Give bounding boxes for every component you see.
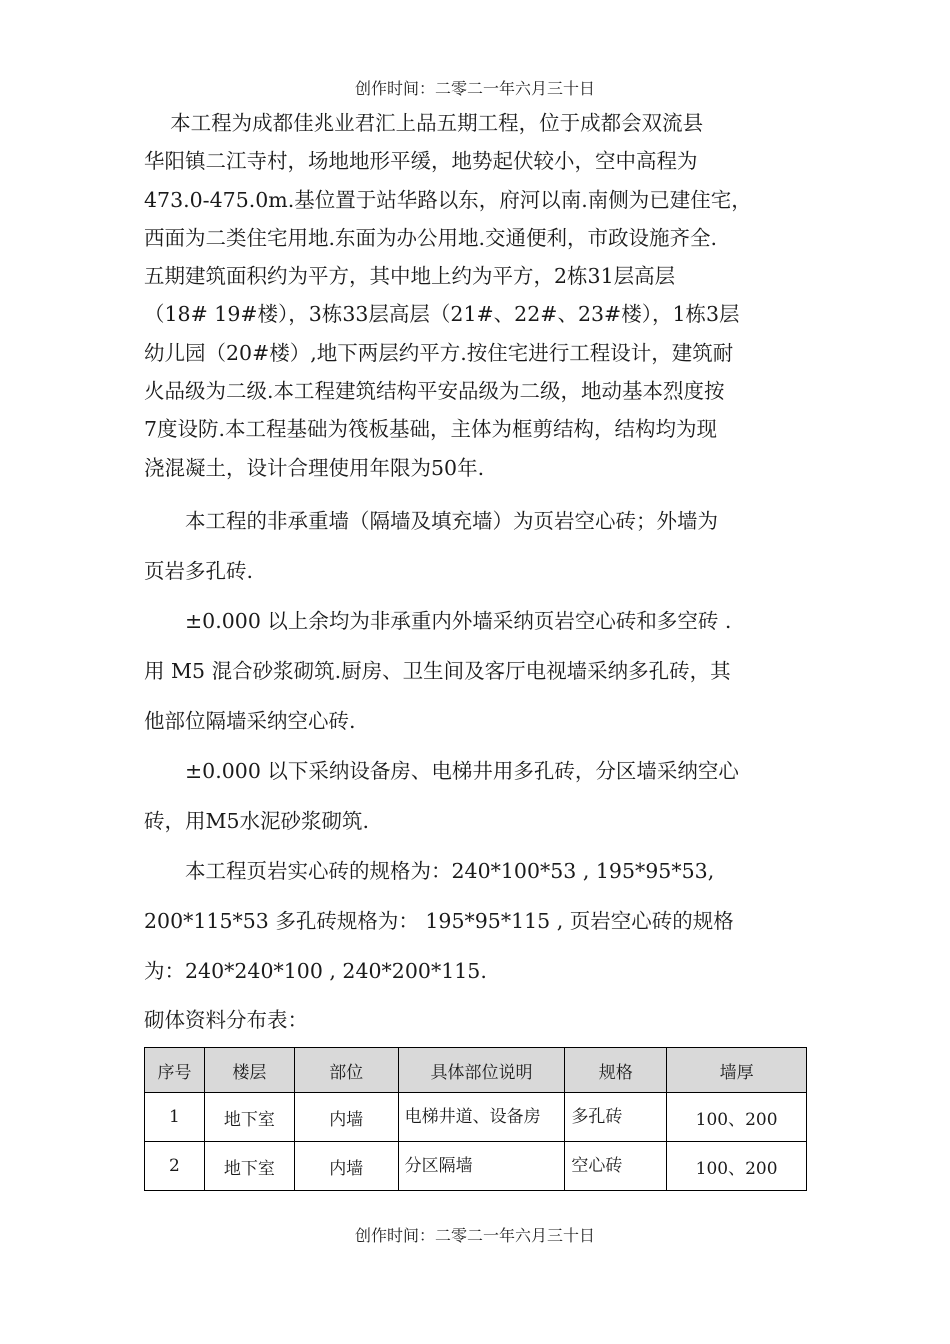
text-line: 本工程页岩实心砖的规格为：240*100*53 , 195*95*53, (185, 859, 715, 883)
text-line: ±0.000 以上余均为非承重内外墙采纳页岩空心砖和多空砖 . (185, 609, 732, 633)
wall-material-paragraph (144, 496, 812, 596)
text-line: 用 M5 混合砂浆砌筑.厨房、卫生间及客厅电视墙采纳多孔砖，其 (144, 659, 731, 683)
text-line: 幼儿园（20#楼）,地下两层约平方.按住宅进行工程设计，建筑耐 (144, 340, 734, 365)
page-footer: 创作时间：二零二一年六月三十日 (354, 1226, 595, 1245)
table-cell: 2 (145, 1142, 205, 1191)
table-cell: 100、200 (667, 1142, 807, 1191)
table-cell: 内墙 (294, 1142, 398, 1191)
table-caption: 砌体资料分布表： (144, 1008, 308, 1032)
table-cell: 分区隔墙 (398, 1142, 565, 1191)
table-header-row (145, 1048, 807, 1093)
text-line: 华阳镇二江寺村，场地地形平缓，地势起伏较小，空中高程为 (144, 149, 698, 174)
text-line: 他部位隔墙采纳空心砖. (144, 709, 356, 733)
table-row (145, 1142, 807, 1191)
table-cell: 多孔砖 (565, 1093, 667, 1142)
text-line: 火品级为二级.本工程建筑结构平安品级为二级，地动基本烈度按 (144, 379, 725, 404)
below-ground-paragraph (144, 746, 812, 846)
column-header: 规格 (565, 1048, 667, 1093)
above-ground-paragraph (144, 596, 812, 746)
page-header: 创作时间：二零二一年六月三十日 (354, 79, 595, 98)
table-cell: 空心砖 (565, 1142, 667, 1191)
column-header: 楼层 (204, 1048, 294, 1093)
text-line: ±0.000 以下采纳设备房、电梯井用多孔砖，分区墙采纳空心 (185, 759, 739, 783)
column-header: 墙厚 (667, 1048, 807, 1093)
text-line: 本工程为成都佳兆业君汇上品五期工程，位于成都会双流县 (144, 111, 704, 135)
brick-spec-paragraph (144, 846, 812, 996)
text-line: （18# 19#楼），3栋33层高层（21#、22#、23#楼），1栋3层 (144, 302, 740, 327)
intro-paragraph (144, 104, 812, 487)
text-line: 为：240*240*100 , 240*200*115. (144, 959, 487, 983)
text-line: 浇混凝土，设计合理使用年限为50年. (144, 455, 485, 480)
column-header: 序号 (145, 1048, 205, 1093)
masonry-distribution-table (144, 1047, 807, 1191)
text-line: 本工程的非承重墙（隔墙及填充墙）为页岩空心砖；外墙为 (185, 509, 718, 533)
table-cell: 内墙 (294, 1093, 398, 1142)
column-header: 具体部位说明 (398, 1048, 565, 1093)
text-line: 五期建筑面积约为平方，其中地上约为平方，2栋31层高层 (144, 264, 676, 289)
text-line: 7度设防.本工程基础为筏板基础，主体为框剪结构，结构均为现 (144, 417, 718, 442)
table-cell: 地下室 (204, 1093, 294, 1142)
table-row (145, 1093, 807, 1142)
table-cell: 电梯井道、设备房 (398, 1093, 565, 1142)
text-line: 砖，用M5水泥砂浆砌筑. (144, 809, 370, 833)
text-line: 473.0-475.0m.基位置于站华路以东，府河以南.南侧为已建住宅， (144, 187, 752, 212)
text-line: 200*115*53 多孔砖规格为： 195*95*115 , 页岩空心砖的规格 (144, 909, 734, 933)
text-line: 页岩多孔砖. (144, 559, 254, 583)
table-cell: 100、200 (667, 1093, 807, 1142)
column-header: 部位 (294, 1048, 398, 1093)
table-cell: 1 (145, 1093, 205, 1142)
text-line: 西面为二类住宅用地.东面为办公用地.交通便利，市政设施齐全. (144, 225, 718, 250)
table-cell: 地下室 (204, 1142, 294, 1191)
